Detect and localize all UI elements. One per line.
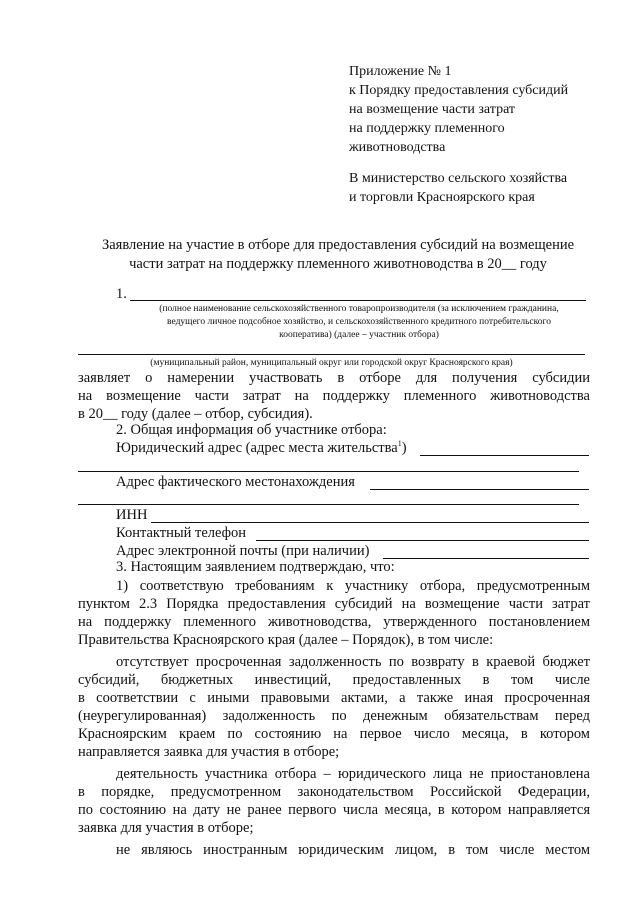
inn-label: ИНН — [116, 507, 148, 523]
actual-address-label: Адрес фактического местонахождения — [116, 474, 355, 490]
addressee-line-2: и торговли Красноярского края — [349, 190, 535, 205]
section-3-p2-line-1: отсутствует просроченная задолженность по возврату в краевой бюджет — [116, 654, 590, 670]
section-1-text-line-3: в 20__ году (далее – отбор, субсидия). — [78, 406, 313, 422]
actual-address-field-continued[interactable] — [78, 504, 579, 505]
section-1-text-line-2: на возмещение части затрат на поддержку племенного животноводства — [78, 388, 590, 404]
section-3-p2-line-4: (неурегулированная) задолженность по денежным обязательствам перед — [78, 708, 590, 724]
section-3-p4-line-1: не являюсь иностранным юридическим лицом, в том числе местом — [116, 842, 590, 858]
section-3-p2-line-2: субсидий, бюджетных инвестиций, предоставленных в том числе — [78, 672, 590, 688]
participant-name-hint-1: (полное наименование сельскохозяйственного товаропроизводителя (за исключением гражданина, — [159, 304, 559, 314]
section-1-number: 1. — [116, 286, 127, 302]
phone-label: Контактный телефон — [116, 525, 247, 541]
participant-name-line — [130, 300, 586, 301]
participant-name-hint-2: ведущего личное подсобное хозяйство, и сельскохозяйственного кредитного потребительского — [167, 317, 551, 327]
inn-field[interactable] — [151, 522, 589, 523]
section-3-p1-line-4: Правительства Красноярского края (далее – Порядок), в том числе: — [78, 632, 494, 648]
appendix-line-4: на поддержку племенного — [349, 121, 505, 136]
document-title-line-1: Заявление на участие в отборе для предоставления субсидий на возмещение — [101, 237, 575, 253]
section-1-text-line-1: заявляет о намерении участвовать в отборе для получения субсидии — [78, 370, 590, 386]
legal-address-field[interactable] — [420, 455, 589, 456]
document-title-line-2: части затрат на поддержку племенного животноводства в 20__ году — [129, 256, 547, 272]
appendix-line-3: на возмещение части затрат — [349, 102, 516, 117]
footnote-marker: 1 — [397, 439, 402, 449]
section-3-p3-line-2: в порядке, предусмотренном законодательством Российской Федерации, — [78, 784, 590, 800]
section-3-p1-line-2: пунктом 2.3 Порядка предоставления субсидий на возмещение части затрат — [78, 596, 590, 612]
email-field[interactable] — [383, 558, 589, 559]
section-3-p3-line-3: по состоянию на дату не ранее первого числа месяца, в котором направляется — [78, 802, 590, 818]
section-3-heading: 3. Настоящим заявлением подтверждаю, что: — [116, 559, 395, 575]
section-3-p1-line-1: 1) соответствую требованиям к участнику отбора, предусмотренным — [116, 578, 590, 594]
section-3-p2-line-5: Красноярским краем по состоянию на первое число месяца, в котором — [78, 726, 590, 742]
appendix-line-1: Приложение № 1 — [349, 64, 452, 79]
section-2-heading: 2. Общая информация об участнике отбора: — [116, 422, 387, 438]
appendix-line-2: к Порядку предоставления субсидий — [349, 83, 569, 98]
email-label: Адрес электронной почты (при наличии) — [116, 543, 370, 559]
legal-address-label — [116, 440, 407, 457]
municipality-hint: (муниципальный район, муниципальный округ или городской округ Красноярского края) — [150, 358, 513, 368]
legal-address-text: Юридический адрес (адрес места жительства — [116, 440, 398, 456]
addressee-line-1: В министерство сельского хозяйства — [349, 171, 568, 186]
phone-field[interactable] — [256, 540, 589, 541]
legal-address-close: ) — [401, 440, 407, 456]
participant-name-hint-3: кооператива) (далее – участник отбора) — [279, 330, 439, 340]
section-3-p2-line-3: в соответствии с иными правовыми актами, а также иная просроченная — [78, 690, 590, 706]
section-3-p1-line-3: на поддержку племенного животноводства, утвержденного постановлением — [78, 614, 590, 630]
legal-address-field-continued[interactable] — [78, 471, 579, 472]
municipality-line — [78, 354, 585, 355]
section-3-p3-line-1: деятельность участника отбора – юридического лица не приостановлена — [116, 766, 590, 782]
actual-address-field[interactable] — [370, 489, 589, 490]
appendix-line-5: животноводства — [349, 140, 446, 155]
section-3-p3-line-4: заявка для участия в отборе; — [78, 820, 254, 836]
section-3-p2-line-6: направляется заявка для участия в отборе; — [78, 744, 340, 760]
